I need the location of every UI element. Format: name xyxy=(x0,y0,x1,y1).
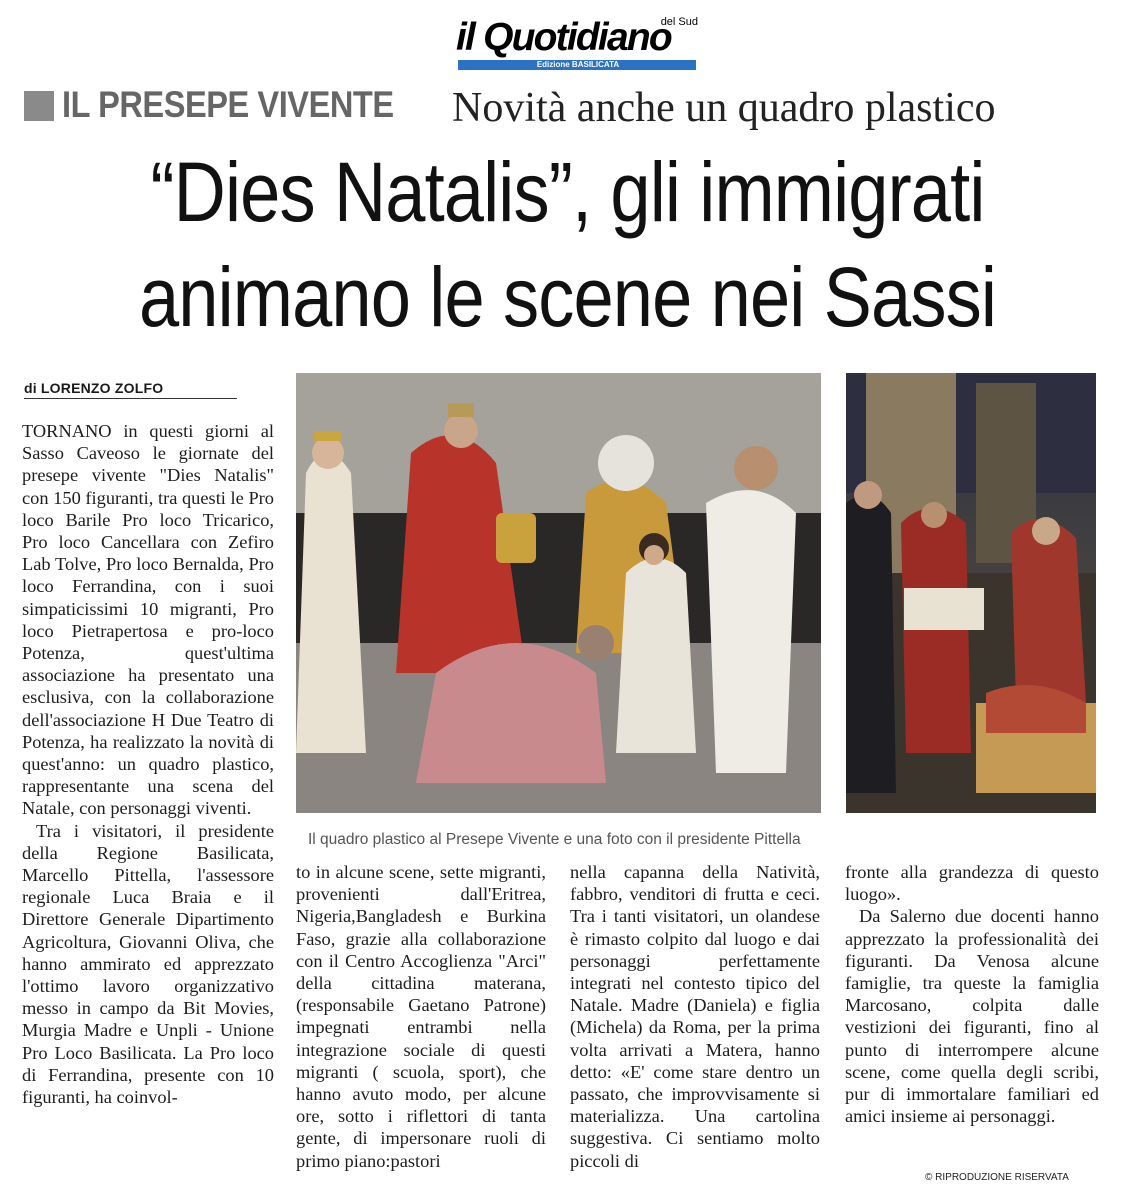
article-column-1 xyxy=(22,420,274,1108)
copyright-notice: © RIPRODUZIONE RISERVATA xyxy=(925,1172,1069,1183)
byline: di LORENZO ZOLFO xyxy=(24,380,164,396)
president-visit-illustration xyxy=(846,373,1096,813)
newspaper-name: il Quotidiano xyxy=(456,16,671,59)
paragraph: nella capanna della Natività, fabbro, venditori di frutta e ceci. Tra i tanti visitatori, un olandese è rimasto colpito dal luogo e dai personaggi perfettamente integrati nel contesto tipico del Natale. Madre (Daniela) e figlia (Michela) da Roma, per la prima volta arrivati a Matera, hanno detto: «E' come stare dentro un passato, che improvvisamente si materializza. Una cartolina suggestiva. Ci sentiamo molto piccoli di xyxy=(570,862,820,1171)
subheadline: Novità anche un quadro plastico xyxy=(452,85,996,131)
edition-label: Edizione BASILICATA xyxy=(536,60,620,69)
byline-rule xyxy=(24,398,237,399)
president-visit-photo xyxy=(846,373,1096,813)
paragraph: fronte alla grandezza di questo luogo». xyxy=(845,862,1099,905)
nativity-scene-illustration xyxy=(296,373,821,813)
paragraph: Tra i visitatori, il presidente della Regione Basilicata, Marcello Pittella, l'assessore regionale Luca Braia e il Direttore Generale Dipartimento Agricoltura, Giovanni Oliva, che hanno ammirato ed apprezzato l'ottimo lavoro organizzativo messo in campo da Bit Movies, Murgia Madre e Unpli - Unione Pro Loco Basilicata. La Pro loco di Ferrandina, presente con 10 figuranti, ha coinvol- xyxy=(22,820,274,1108)
headline-line-1: “Dies Natalis”, gli immigrati xyxy=(150,145,985,239)
paragraph: to in alcune scene, sette migranti, provenienti dall'Eritrea, Nigeria,Bangladesh e Burkina Faso, grazie alla collaborazione con il Centro Accoglienza "Arci" della cittadina materana, (responsabile Gaetano Patrone) impegnati entrambi nella integrazione sociale di questi migranti ( scuola, sport), che hanno avuto modo, per alcune ore, sotto i riflettori di tanta gente, di impersonare ruoli di primo piano:pastori xyxy=(296,862,546,1171)
paragraph: Da Salerno due docenti hanno apprezzato la professionalità dei figuranti. Da Venosa alcune famiglie, tra queste la famiglia Marcosano, colpita dalle vestizioni dei figuranti, fino al punto di interrompere alcune scene, come quella degli scribi, pur di immortalare familiari ed amici insieme ai personaggi. xyxy=(845,906,1099,1127)
nativity-scene-photo xyxy=(296,373,821,813)
article-column-2 xyxy=(296,861,546,1172)
section-kicker: IL PRESEPE VIVENTE xyxy=(62,84,394,125)
kicker-square-icon xyxy=(24,91,54,121)
masthead-logo xyxy=(456,18,700,72)
newspaper-name-suffix: del Sud xyxy=(660,16,698,28)
paragraph: TORNANO in questi giorni al Sasso Caveoso le giornate del presepe vivente "Dies Natalis" con 150 figuranti, tra questi le Pro loco Barile Pro loco Tricarico, Pro loco Cancellara con Zefiro Lab Tolve, Pro loco Bernalda, Pro loco Ferrandina, con i suoi simpaticissimi 10 migranti, Pro loco Pietrapertosa e pro-loco Potenza, quest'ultima associazione ha presentato una esclusiva, con la collaborazione dell'associazione H Due Teatro di Potenza, ha realizzato la novità di quest'anno: un quadro plastico, rappresentante una scena del Natale, con personaggi viventi. xyxy=(22,421,274,819)
article-column-4 xyxy=(845,861,1099,1127)
photo-caption: Il quadro plastico al Presepe Vivente e una foto con il presidente Pittella xyxy=(308,831,801,848)
headline-line-2: animano le scene nei Sassi xyxy=(138,250,997,344)
article-column-3 xyxy=(570,861,820,1172)
